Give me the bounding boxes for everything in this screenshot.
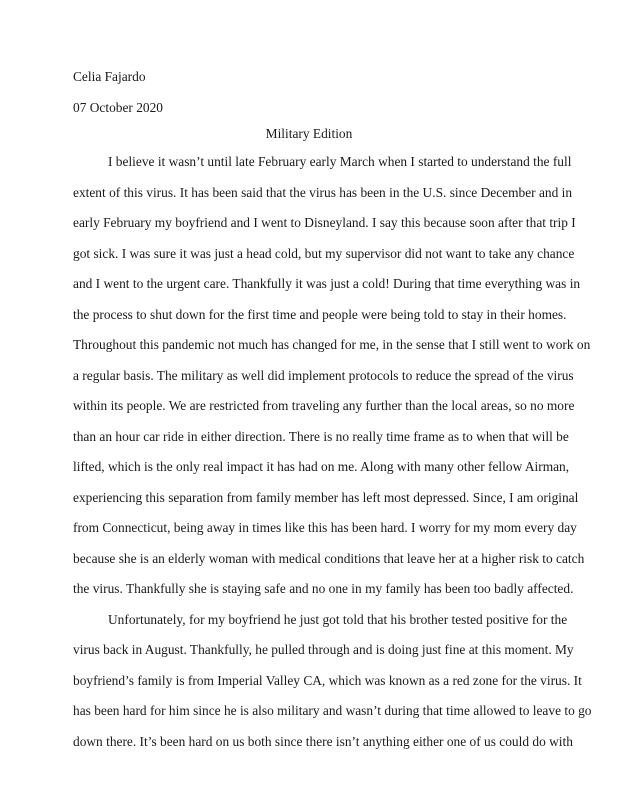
paragraph-line: than an hour car ride in either direction. There is no really time frame as to when that will be [73,428,569,444]
paragraph-line: and I went to the urgent care. Thankfully it was just a cold! During that time everything was in [73,276,581,291]
paragraph-line: has been hard for him since he is also military and wasn’t during that time allowed to leave to go [73,703,592,718]
document-body [73,152,592,762]
document-date: 07 October 2020 [73,100,163,115]
paragraph [73,152,591,610]
paragraph-line: the virus. Thankfully she is staying safe and no one in my family has been too badly affected. [73,581,574,596]
paragraph-line: virus back in August. Thankfully, he pulled through and is doing just fine at this moment. My [73,642,574,657]
paragraph-line: within its people. We are restricted from traveling any further than the local areas, so no more [73,398,575,413]
paragraph-line: because she is an elderly woman with medical conditions that leave her at a higher risk to catch [73,550,585,566]
paragraph-line: a regular basis. The military as well did implement protocols to reduce the spread of the virus [73,367,574,383]
paragraph-line: lifted, which is the only real impact it has had on me. Along with many other fellow Airman, [73,459,570,474]
paragraph-line: Unfortunately, for my boyfriend he just got told that his brother tested positive for the [108,611,568,627]
paragraph-line: early February my boyfriend and I went to Disneyland. I say this because soon after that trip I [73,215,576,230]
paragraph-line: down there. It’s been hard on us both since there isn’t anything either one of us could do with [73,733,573,749]
document-title: Military Edition [265,126,353,141]
author-name: Celia Fajardo [73,69,146,84]
paragraph-line: extent of this virus. It has been said that the virus has been in the U.S. since December and in [73,184,573,200]
paragraph [73,610,592,763]
paragraph-line: got sick. I was sure it was just a head cold, but my supervisor did not want to take any chance [73,245,575,261]
paragraph-line: Throughout this pandemic not much has changed for me, in the sense that I still went to work on [73,337,591,352]
paragraph-line: boyfriend’s family is from Imperial Valley CA, which was known as a red zone for the virus. It [73,672,582,688]
paragraph-line: the process to shut down for the first time and people were being told to stay in their homes. [73,306,567,322]
paragraph-line: experiencing this separation from family member has left most depressed. Since, I am original [73,489,579,505]
paragraph-line: I believe it wasn’t until late February early March when I started to understand the full [108,154,572,169]
paragraph-line: from Connecticut, being away in times like this has been hard. I worry for my mom every day [73,520,577,535]
